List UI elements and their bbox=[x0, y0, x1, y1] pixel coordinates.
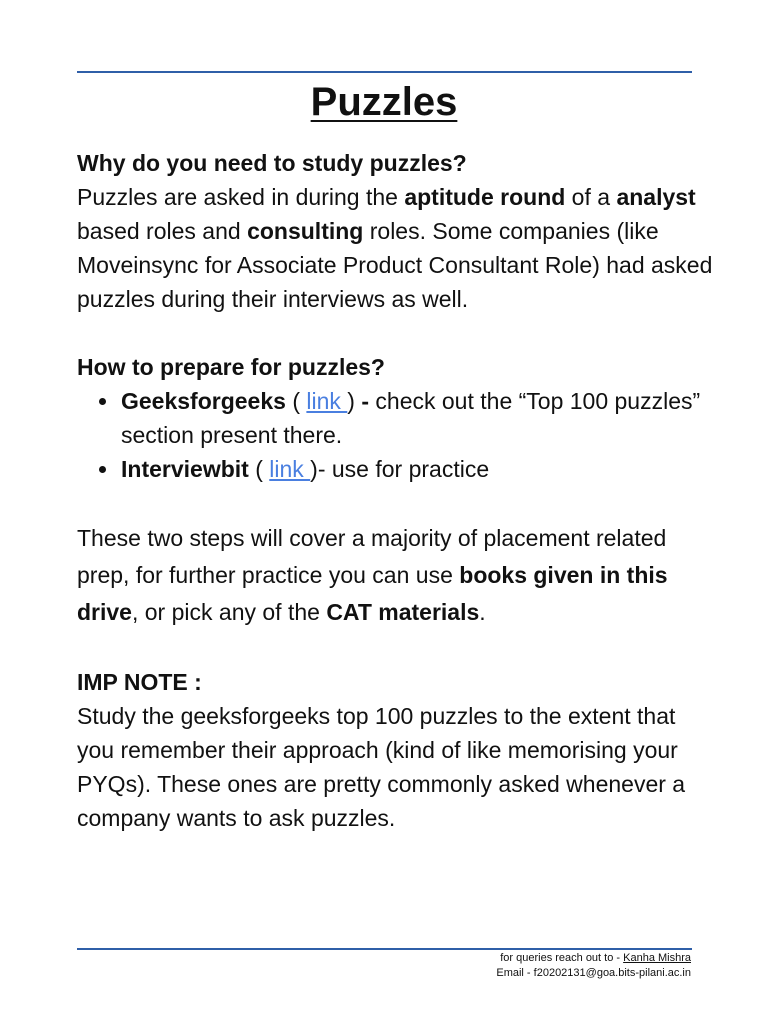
text: Puzzles are asked in during the bbox=[77, 184, 405, 210]
bold-text: aptitude round bbox=[404, 184, 566, 210]
spacer bbox=[77, 316, 717, 350]
footer-contact-line bbox=[496, 951, 691, 966]
page-title: Puzzles bbox=[310, 80, 458, 124]
text: ( bbox=[285, 388, 307, 414]
resource-list bbox=[77, 384, 717, 486]
list-item-interviewbit bbox=[121, 452, 717, 486]
top-divider bbox=[77, 71, 692, 73]
section-heading-how: How to prepare for puzzles? bbox=[77, 354, 385, 380]
paragraph-further-practice bbox=[77, 520, 717, 631]
footer-text: for queries reach out to - bbox=[500, 952, 624, 964]
bottom-divider bbox=[77, 948, 692, 950]
spacer bbox=[77, 486, 717, 520]
document-body bbox=[77, 146, 717, 835]
footer bbox=[496, 951, 691, 981]
contact-name-link[interactable]: Kanha Mishra bbox=[623, 952, 691, 964]
paragraph-note: Study the geeksforgeeks top 100 puzzles to the extent that you remember their approach (kind of like memorising your PYQs). These ones are pretty commonly asked whenever a company wants to ask puzzles. bbox=[77, 703, 686, 831]
text: roles. Some companies (like Moveinsync for Associate Product Consultant Role) had asked puzzles during their interviews as well. bbox=[77, 218, 713, 312]
bold-text: analyst bbox=[616, 184, 696, 210]
text: check out the “Top 100 puzzles” section present there. bbox=[121, 388, 701, 448]
text: . bbox=[479, 599, 486, 625]
resource-name: Geeksforgeeks bbox=[121, 388, 286, 414]
dash: - bbox=[361, 388, 370, 414]
list-item-geeksforgeeks bbox=[121, 384, 717, 452]
text: , or pick any of the bbox=[131, 599, 327, 625]
geeksforgeeks-link[interactable]: link bbox=[306, 388, 348, 414]
text: These two steps will cover a majority of placement related prep, for further practice you can use bbox=[77, 525, 667, 588]
paragraph-why bbox=[77, 180, 717, 316]
text: )- use for practice bbox=[310, 456, 490, 482]
section-heading-why: Why do you need to study puzzles? bbox=[77, 150, 467, 176]
text: of a bbox=[565, 184, 617, 210]
section-heading-note: IMP NOTE : bbox=[77, 669, 202, 695]
interviewbit-link[interactable]: link bbox=[269, 456, 311, 482]
text: ) bbox=[347, 388, 362, 414]
text: based roles and bbox=[77, 218, 248, 244]
spacer bbox=[77, 631, 717, 665]
bold-text: books given in this drive bbox=[77, 562, 668, 625]
resource-name: Interviewbit bbox=[121, 456, 249, 482]
bold-text: CAT materials bbox=[326, 599, 480, 625]
text: ( bbox=[248, 456, 270, 482]
footer-email: Email - f20202131@goa.bits-pilani.ac.in bbox=[496, 967, 691, 979]
bold-text: consulting bbox=[247, 218, 364, 244]
